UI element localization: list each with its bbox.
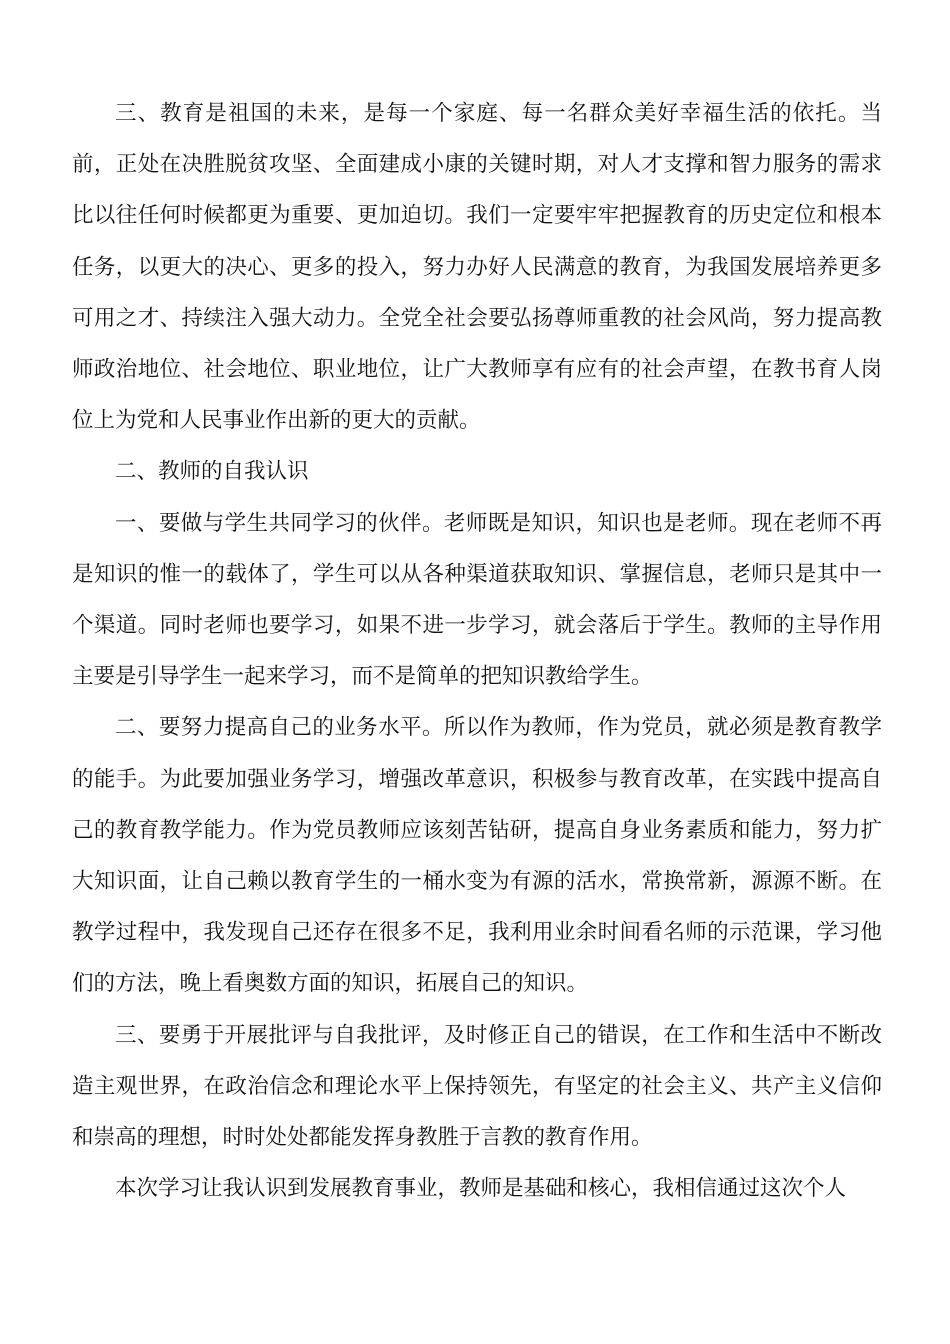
document-body xyxy=(72,88,882,1214)
paragraph-learning-partner: 一、要做与学生共同学习的伙伴。老师既是知识，知识也是老师。现在老师不再是知识的惟一的载体了，学生可以从各种渠道获取知识、掌握信息，老师只是其中一个渠道。同时老师也要学习，如果不进一步学习，就会落后于学生。教师的主导作用主要是引导学生一起来学习，而不是简单的把知识教给学生。 xyxy=(72,510,882,690)
paragraph-education-future: 三、教育是祖国的未来，是每一个家庭、每一名群众美好幸福生活的依托。当前，正处在决胜脱贫攻坚、全面建成小康的关键时期，对人才支撑和智力服务的需求比以往任何时候都更为重要、更加迫切。我们一定要牢牢把握教育的历史定位和根本任务，以更大的决心、更多的投入，努力办好人民满意的教育，为我国发展培养更多可用之才、持续注入强大动力。全党全社会要弘扬尊师重教的社会风尚，努力提高教师政治地位、社会地位、职业地位，让广大教师享有应有的社会声望，在教书育人岗位上为党和人民事业作出新的更大的贡献。 xyxy=(72,101,882,434)
section-heading-teacher-self-awareness: 二、教师的自我认识 xyxy=(115,459,309,485)
paragraph-improve-skills: 二、要努力提高自己的业务水平。所以作为教师，作为党员，就必须是教育教学的能手。为此要加强业务学习，增强改革意识，积极参与教育改革，在实践中提高自己的教育教学能力。作为党员教师应该刻苦钻研，提高自身业务素质和能力，努力扩大知识面，让自己赖以教育学生的一桶水变为有源的活水，常换常新，源源不断。在教学过程中，我发现自己还存在很多不足，我利用业余时间看名师的示范课，学习他们的方法，晚上看奥数方面的知识，拓展自己的知识。 xyxy=(72,715,882,997)
paragraph-criticism-self-criticism: 三、要勇于开展批评与自我批评，及时修正自己的错误，在工作和生活中不断改造主观世界，在政治信念和理论水平上保持领先，有坚定的社会主义、共产主义信仰和崇高的理想，时时处处都能发挥身教胜于言教的教育作用。 xyxy=(72,1022,882,1151)
paragraph-conclusion: 本次学习让我认识到发展教育事业，教师是基础和核心，我相信通过这次个人 xyxy=(115,1176,847,1202)
